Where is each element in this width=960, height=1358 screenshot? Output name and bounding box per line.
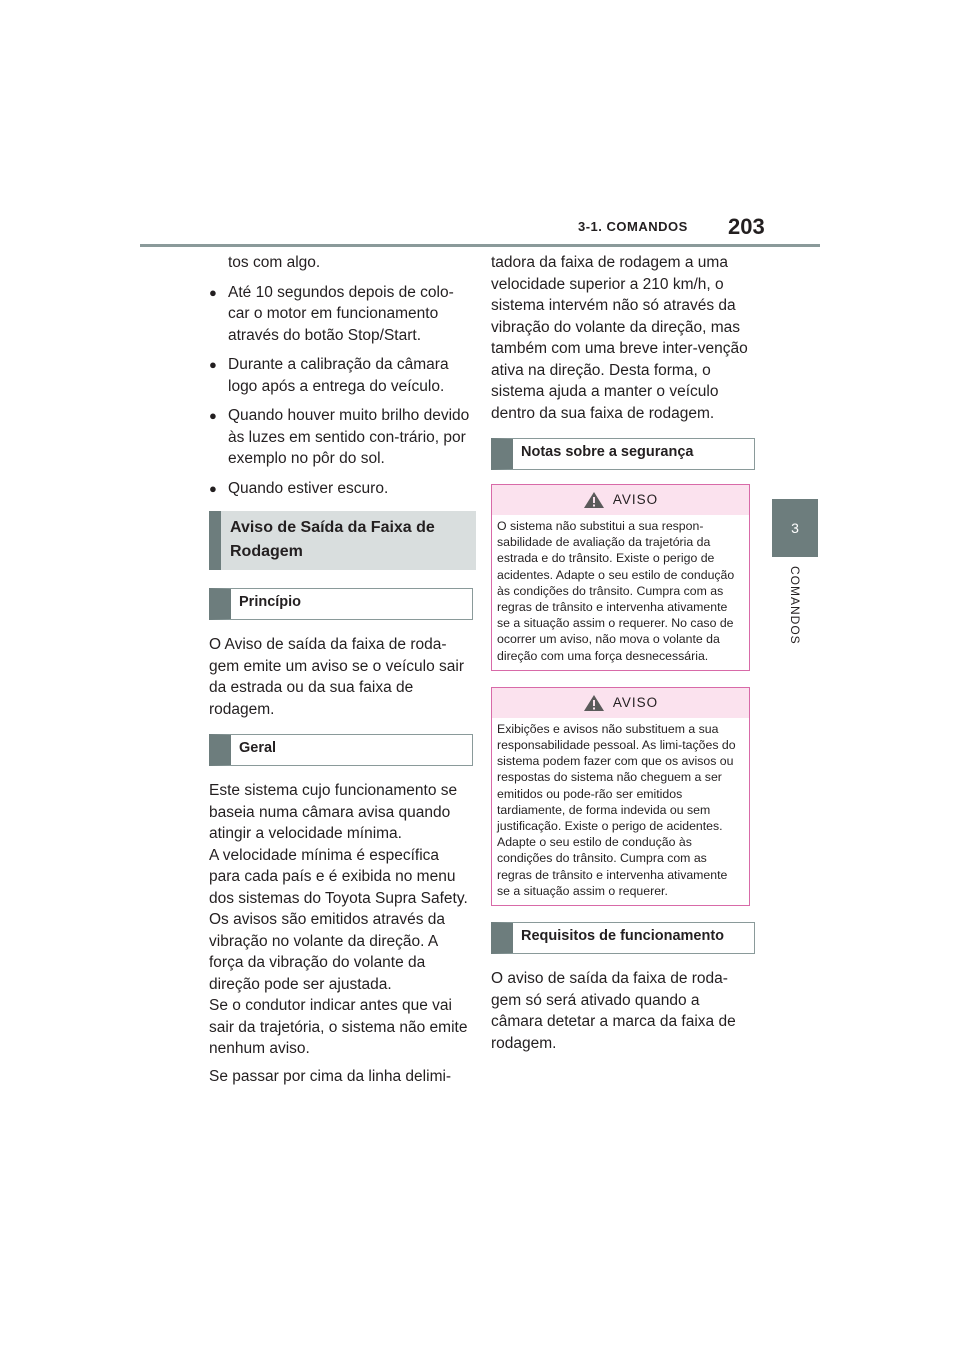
- right-column: [491, 252, 753, 1062]
- subheading-general: Geral: [209, 734, 473, 766]
- general-paragraph: Os avisos são emitidos através da vibração no volante da direção. A força da vibração do volante da direção pode ser ajustada.: [209, 911, 446, 993]
- general-paragraph: Se o condutor indicar antes que vai sair da trajetória, o sistema não emite nenhum aviso.: [209, 997, 468, 1057]
- principle-text: O Aviso de saída da faixa de roda-gem emite um aviso se o veículo sair da estrada ou da sua faixa de rodagem.: [209, 636, 464, 718]
- subheading-safety: Notas sobre a segurança: [491, 438, 755, 470]
- warning-triangle-icon: [583, 694, 605, 712]
- warning-text: Exibições e avisos não substituem a sua responsabilidade pessoal. As limi-tações do sistema podem fazer com que os avisos ou respostas do sistema não cheguem a ser emitidos ou pode-rão ser emitidos tardiamente, de forma indevida ou sem justificação. Existe o perigo de acidentes. Adapte o seu estilo de condução às condições do trânsito. Cumpra com as regras de trânsito e intervenha ativamente se a situação assim o requerer.: [497, 721, 736, 898]
- section-heading: Aviso de Saída da Faixa de Rodagem: [209, 511, 476, 570]
- page-number: 203: [728, 214, 765, 239]
- requirements-text: O aviso de saída da faixa de roda-gem só será ativado quando a câmara detetar a marca da faixa de rodagem.: [491, 970, 736, 1052]
- chapter-tab-label-text: COMANDOS: [788, 566, 802, 645]
- warning-triangle-icon: [583, 491, 605, 509]
- chapter-tab-number: 3: [772, 499, 818, 557]
- bullet-item: ● Quando estiver escuro.: [209, 478, 471, 500]
- left-column: [209, 252, 471, 1095]
- section-title: 3-1. COMANDOS: [578, 219, 688, 234]
- warning-header: [492, 688, 749, 718]
- warning-text: O sistema não substitui a sua respon-sabilidade de avaliação da trajetória da estrada e do trânsito. Existe o perigo de acidentes. Adapte o seu estilo de condução às condições do trânsito. Cumpra com as regras de trânsito e intervenha ativamente se a situação assim o requerer. No caso de ocorrer um aviso, não mova o volante da direção com uma força desnecessária.: [497, 519, 735, 663]
- general-paragraph: A velocidade mínima é específica para cada país e é exibida no menu dos sistemas do Toyota Supra Safety.: [209, 846, 468, 907]
- warning-box: [491, 484, 750, 671]
- subheading-principle: Princípio: [209, 588, 473, 620]
- general-paragraph: Este sistema cujo funcionamento se baseia numa câmara avisa quando atingir a velocidade mínima.: [209, 782, 458, 842]
- bullet-item: ● Até 10 segundos depois de colo-car o motor em funcionamento através do botão Stop/Start.: [209, 282, 471, 347]
- warning-header: [492, 485, 749, 515]
- general-paragraph: Se passar por cima da linha delimi-: [209, 1067, 452, 1085]
- bullet-item: ● Durante a calibração da câmara logo após a entrega do veículo.: [209, 354, 471, 397]
- warning-title: AVISO: [612, 492, 659, 508]
- header-rule: [140, 244, 820, 247]
- continued-text: tos com algo.: [228, 254, 321, 271]
- chapter-tab-label: [782, 566, 808, 662]
- continued-text: tadora da faixa de rodagem a uma velocidade superior a 210 km/h, o sistema intervém não só através da vibração do volante da direção, mas também com uma breve inter-venção ativa na direção. Desta forma, o sistema ajuda a manter o veículo dentro da sua faixa de rodagem.: [491, 254, 748, 422]
- warning-title: AVISO: [612, 695, 659, 711]
- bullet-item: ● Quando houver muito brilho devido às luzes em sentido con-trário, por exemplo no pôr do sol.: [209, 405, 471, 470]
- subheading-requirements: Requisitos de funcionamento: [491, 922, 755, 954]
- warning-box: [491, 687, 750, 906]
